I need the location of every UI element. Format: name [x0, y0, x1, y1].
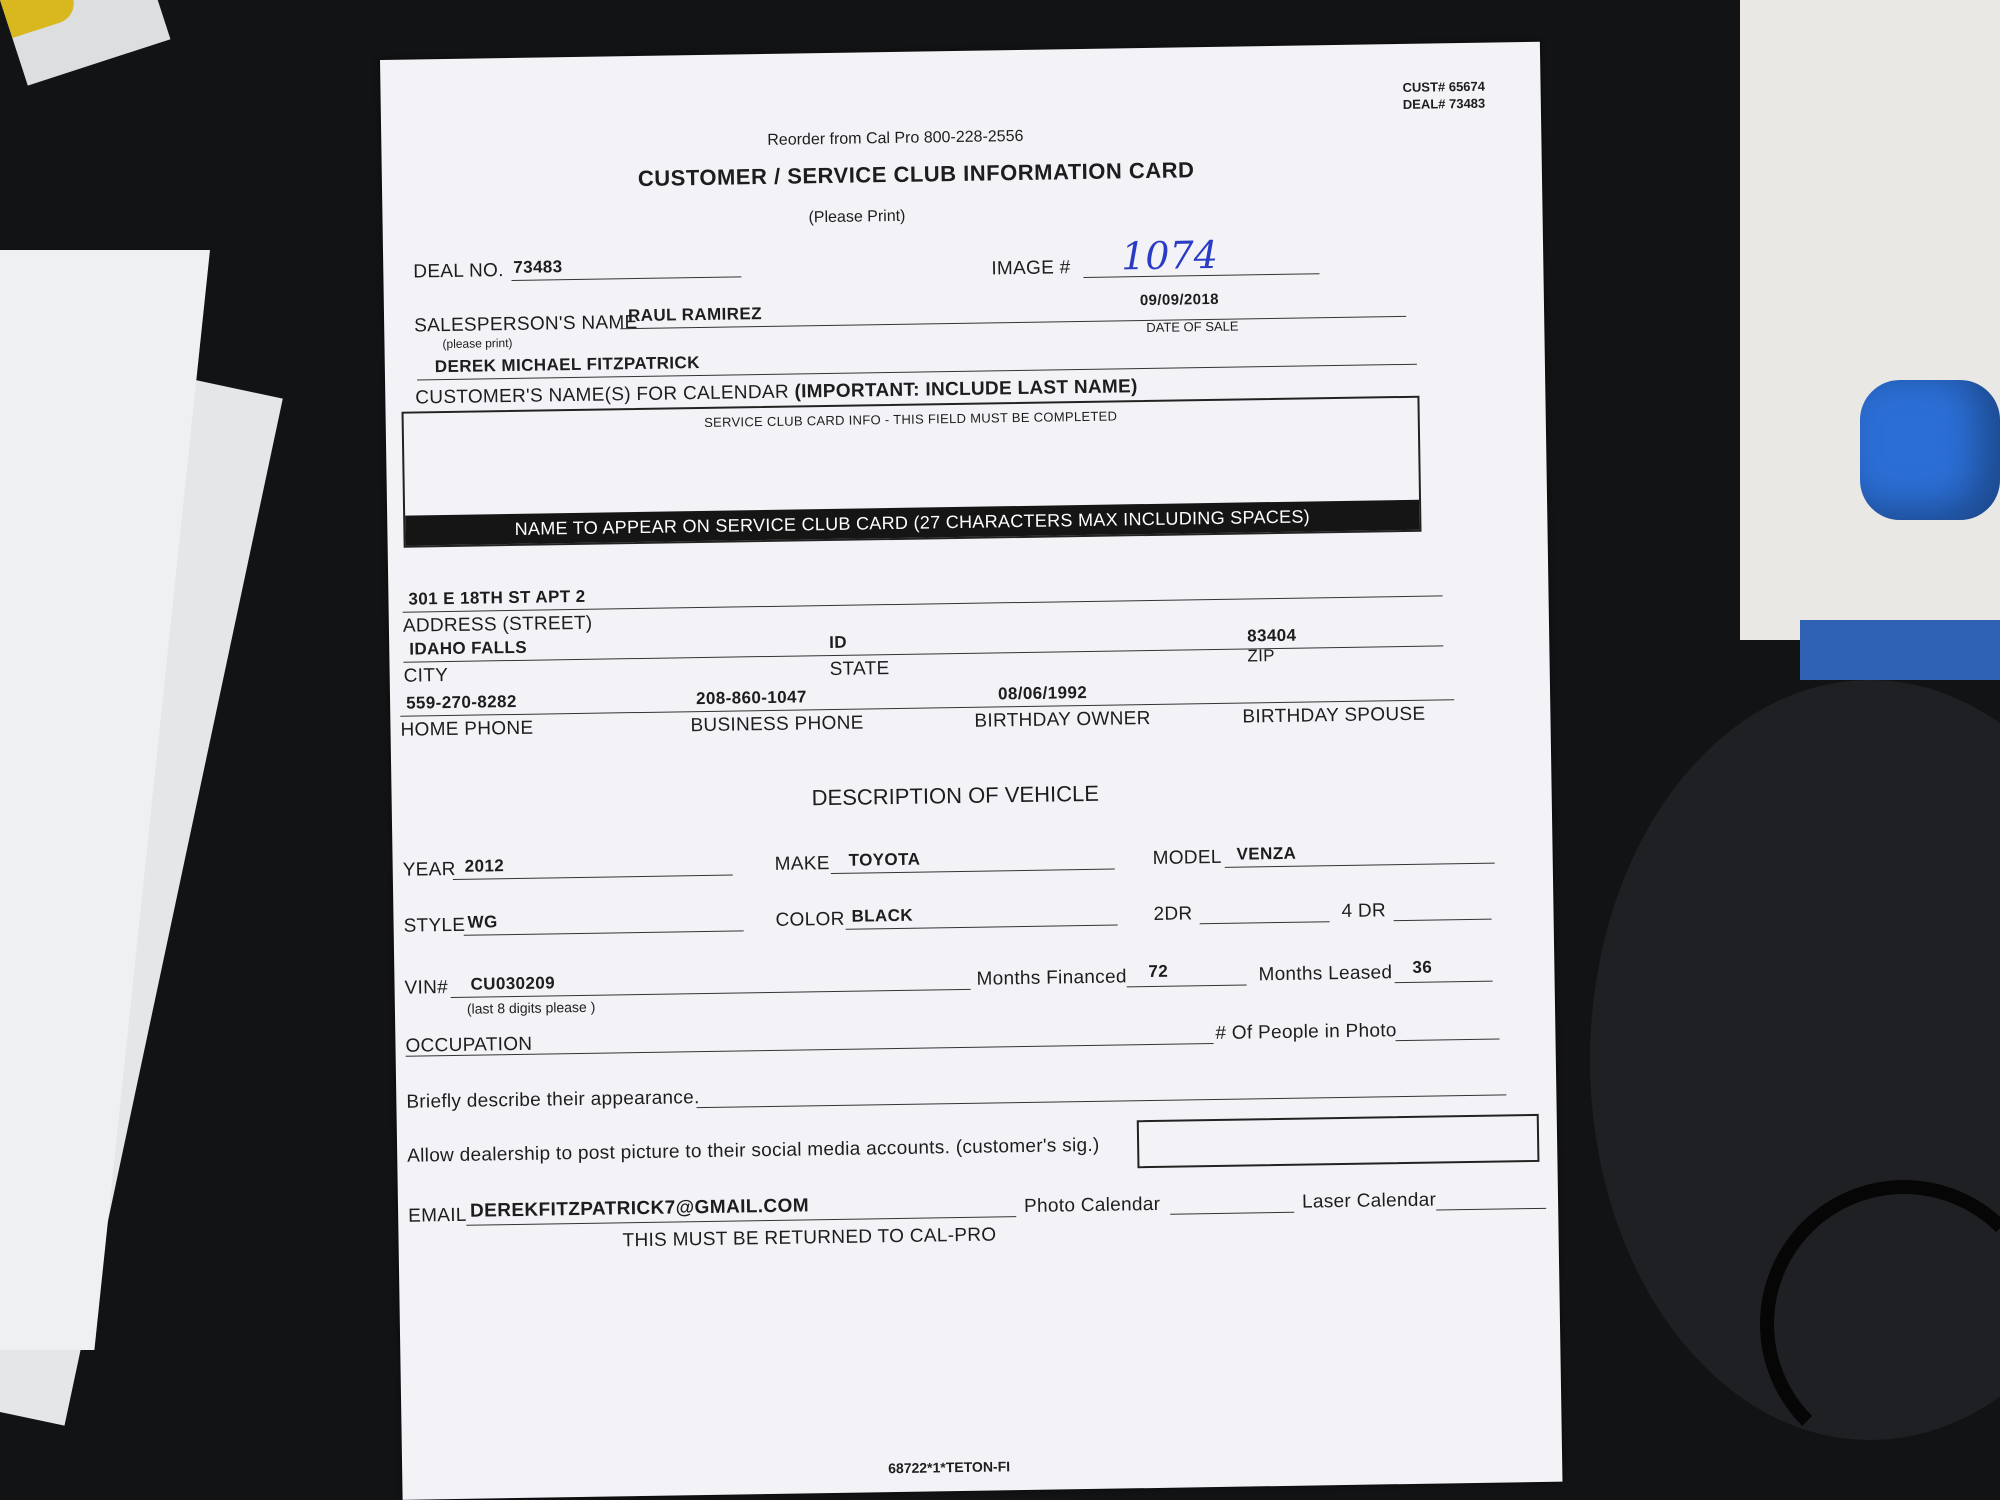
four-door-label: 4 DR: [1341, 900, 1387, 923]
salesperson-value: RAUL RAMIREZ: [627, 304, 763, 326]
photo-calendar-label: Photo Calendar: [1023, 1193, 1161, 1218]
occupation-label: OCCUPATION: [405, 1033, 533, 1057]
date-of-sale-value: 09/09/2018: [1139, 290, 1220, 310]
color-value: BLACK: [851, 905, 914, 926]
customer-name-value: DEREK MICHAEL FITZPATRICK: [434, 353, 700, 377]
deal-number: DEAL# 73483: [1402, 95, 1486, 112]
date-of-sale-label: DATE OF SALE: [1146, 318, 1239, 335]
form-title: CUSTOMER / SERVICE CLUB INFORMATION CARD: [637, 157, 1195, 191]
make-value: TOYOTA: [848, 849, 921, 870]
model-label: MODEL: [1152, 846, 1222, 869]
state-value: ID: [829, 632, 848, 653]
vin-label: VIN#: [404, 977, 449, 999]
laser-calendar-label: Laser Calendar: [1301, 1189, 1437, 1213]
months-leased-line: [1395, 981, 1493, 984]
service-club-card-header: SERVICE CLUB CARD INFO - THIS FIELD MUST BE COMPLETED: [704, 408, 1118, 430]
months-financed-value: 72: [1148, 961, 1169, 982]
months-financed-line: [1127, 985, 1247, 988]
two-door-label: 2DR: [1153, 903, 1193, 925]
service-club-card-box: [402, 396, 1422, 548]
city-value: IDAHO FALLS: [409, 637, 528, 659]
customer-name-important: (IMPORTANT: INCLUDE LAST NAME): [794, 376, 1138, 403]
vin-hint: (last 8 digits please ): [466, 998, 596, 1017]
city-state-zip-line: [403, 645, 1443, 662]
blue-bin: [1800, 620, 2000, 680]
information-card-form: [380, 42, 1562, 1500]
corner-label: [0, 0, 79, 38]
months-financed-label: Months Financed: [976, 966, 1127, 990]
social-media-label: Allow dealership to post picture to their social media accounts. (customer's sig.): [407, 1134, 1100, 1167]
birthday-owner-value: 08/06/1992: [997, 682, 1088, 704]
home-phone-value: 559-270-8282: [405, 691, 517, 713]
return-note: THIS MUST BE RETURNED TO CAL-PRO: [622, 1224, 997, 1252]
customer-name-label-text: CUSTOMER'S NAME(S) FOR CALENDAR: [415, 381, 790, 409]
model-value: VENZA: [1236, 843, 1297, 864]
street-label: ADDRESS (STREET): [402, 612, 593, 637]
style-label: STYLE: [403, 914, 466, 937]
blue-bottle: [1860, 380, 2000, 520]
email-label: EMAIL: [407, 1204, 467, 1227]
image-number-handwritten: 1074: [1120, 232, 1219, 279]
business-phone-label: BUSINESS PHONE: [690, 712, 864, 737]
cust-number: CUST# 65674: [1402, 78, 1486, 95]
footer-code: 68722*1*TETON-FI: [888, 1458, 1011, 1477]
photo-calendar-line: [1170, 1212, 1294, 1215]
months-leased-value: 36: [1412, 957, 1433, 977]
year-label: YEAR: [402, 858, 456, 881]
style-value: WG: [467, 912, 498, 932]
zip-value: 83404: [1247, 625, 1297, 646]
background-wall: [1740, 0, 2000, 640]
home-phone-label: HOME PHONE: [400, 717, 534, 741]
reorder-note: Reorder from Cal Pro 800-228-2556: [767, 127, 1024, 149]
email-value: DEREKFITZPATRICK7@GMAIL.COM: [469, 1195, 810, 1222]
people-in-photo-line: [1396, 1039, 1500, 1042]
please-print-note: (Please Print): [808, 207, 906, 227]
appearance-line: [696, 1094, 1506, 1108]
city-label: CITY: [403, 665, 449, 687]
two-door-line: [1200, 921, 1330, 924]
customer-signature-box[interactable]: [1137, 1114, 1540, 1168]
appearance-label: Briefly describe their appearance.: [406, 1087, 700, 1113]
months-leased-label: Months Leased: [1258, 962, 1393, 986]
zip-label: ZIP: [1247, 646, 1275, 666]
deal-no-label: DEAL NO.: [413, 260, 504, 283]
birthday-owner-label: BIRTHDAY OWNER: [974, 707, 1151, 732]
four-door-line: [1394, 919, 1492, 922]
laser-calendar-line: [1436, 1208, 1546, 1211]
deal-no-value: 73483: [513, 257, 563, 277]
color-label: COLOR: [775, 908, 845, 931]
street-value: 301 E 18TH ST APT 2: [408, 586, 586, 609]
birthday-spouse-label: BIRTHDAY SPOUSE: [1242, 703, 1426, 728]
state-label: STATE: [829, 658, 890, 681]
make-label: MAKE: [774, 853, 830, 875]
image-label: IMAGE #: [991, 257, 1071, 280]
style-line: [464, 930, 744, 935]
salesperson-label: SALESPERSON'S NAME: [414, 311, 638, 337]
vin-value: CU030209: [470, 973, 556, 994]
corner-card: [0, 0, 170, 86]
business-phone-value: 208-860-1047: [695, 687, 807, 709]
people-in-photo-label: # Of People in Photo: [1215, 1020, 1397, 1044]
please-print-sublabel: (please print): [442, 335, 513, 352]
service-club-card-bar: NAME TO APPEAR ON SERVICE CLUB CARD (27 CHARACTERS MAX INCLUDING SPACES): [405, 500, 1419, 546]
year-value: 2012: [464, 856, 505, 876]
vehicle-section-heading: DESCRIPTION OF VEHICLE: [811, 780, 1100, 811]
